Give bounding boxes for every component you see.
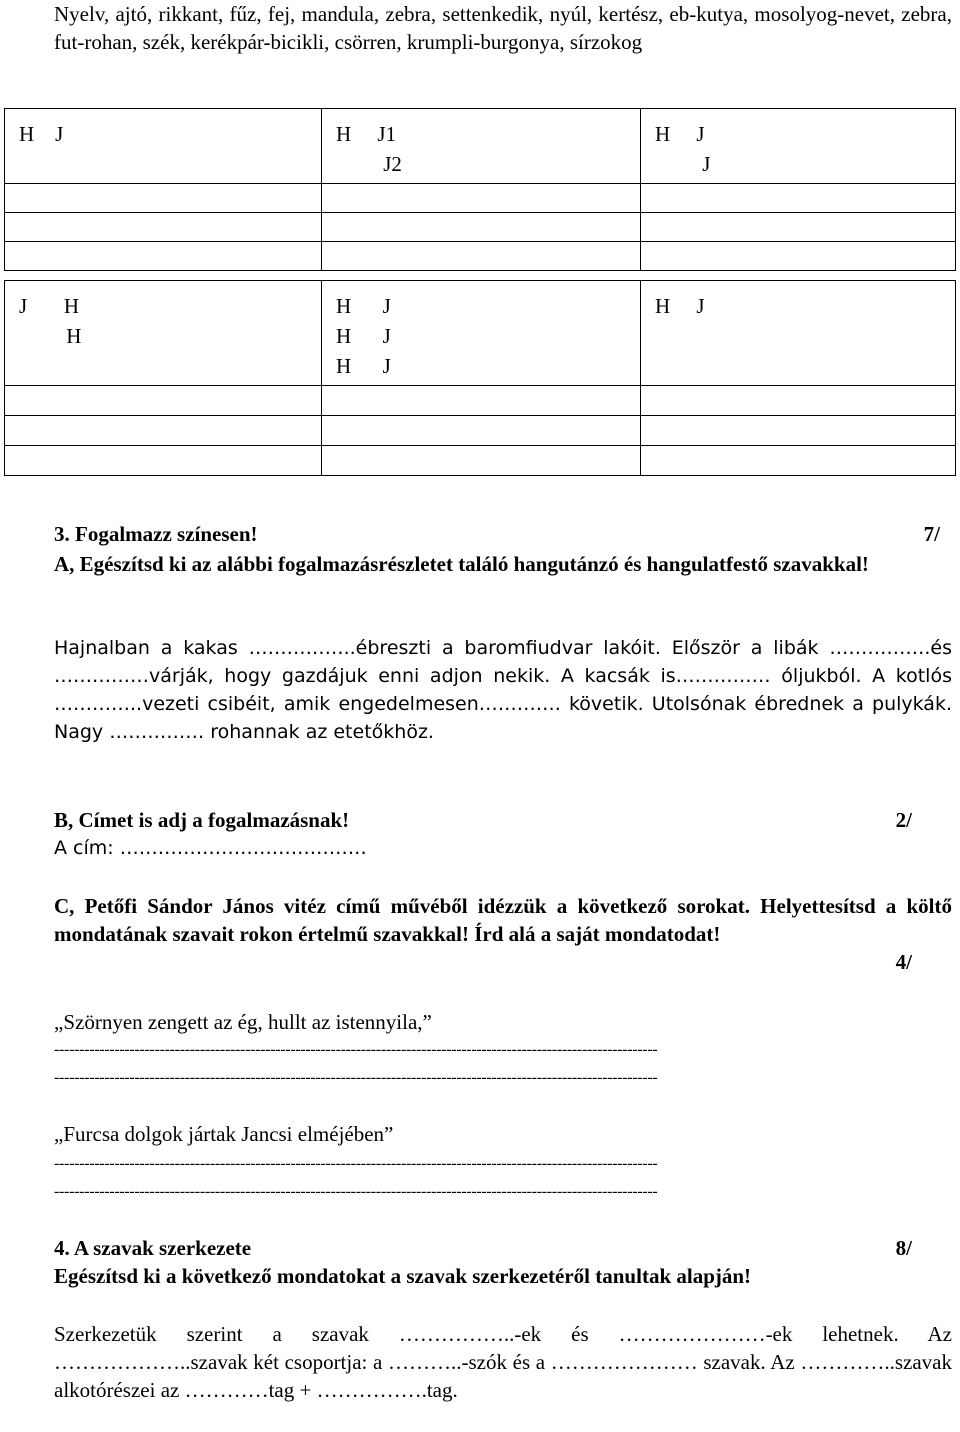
table1-blank-cell[interactable] xyxy=(5,213,322,242)
quote-1: „Szörnyen zengett az ég, hullt az istennyila,” xyxy=(54,1010,432,1034)
section-4-task: Egészítsd ki a következő mondatokat a szavak szerkezetéről tanultak alapján! xyxy=(54,1264,752,1288)
table2-header-cell-1: J H H xyxy=(5,281,322,386)
section-4-heading-row xyxy=(54,1234,952,1262)
table1-blank-cell[interactable] xyxy=(322,213,641,242)
section-3-task-b: B, Címet is adj a fogalmazásnak! xyxy=(54,808,350,832)
fill-in-paragraph[interactable]: Hajnalban a kakas ……………..ébreszti a baromfiudvar lakóit. Először a libák …………….és ……………várják, hogy gazdájuk enni adjon nekik. A kacsák is…………… óljukból. A kotlós …………..vezeti csibéit, amik engedelmesen…………. követik. Utolsónak ébrednek a pulykák. Nagy …………… rohannak az etetőkhöz. xyxy=(54,637,952,743)
table2-header-cell-2: H J H J H J xyxy=(322,281,641,386)
section-3-task-b-row xyxy=(54,806,952,834)
table2-blank-cell[interactable] xyxy=(641,416,956,446)
word-pair-table-1 xyxy=(4,108,956,271)
answer-line[interactable]: ------------------------------------------------------------------------------------------------------------------------ xyxy=(54,1183,658,1200)
section-3-heading-row xyxy=(54,520,952,548)
table2-blank-cell[interactable] xyxy=(322,416,641,446)
word-pair-table-2 xyxy=(4,280,956,476)
answer-line[interactable]: ------------------------------------------------------------------------------------------------------------------------ xyxy=(54,1155,658,1172)
section-3-points-c-row xyxy=(54,948,952,976)
table1-blank-cell[interactable] xyxy=(322,184,641,213)
table1-blank-cell[interactable] xyxy=(5,184,322,213)
section-3-points-b: 2/ xyxy=(895,808,912,832)
table1-blank-cell[interactable] xyxy=(322,242,641,271)
table1-blank-cell[interactable] xyxy=(641,213,956,242)
table2-blank-cell[interactable] xyxy=(322,446,641,476)
title-fill-line[interactable]: A cím: ………………………………… xyxy=(54,837,367,859)
section-3-points: 7/ xyxy=(923,522,940,546)
quote-2: „Furcsa dolgok jártak Jancsi elméjében” xyxy=(54,1122,394,1146)
section-3-points-c: 4/ xyxy=(895,950,912,974)
table1-blank-cell[interactable] xyxy=(641,184,956,213)
answer-line[interactable]: ------------------------------------------------------------------------------------------------------------------------ xyxy=(54,1069,658,1086)
section-4-fill-paragraph[interactable]: Szerkezetük szerint a szavak ……………..-ek és …………………-ek lehetnek. Az ………………..szavak két csoportja: a ………..-szók és a ………………… szavak. Az …………..szavak alkotórészei az …………tag + …………….tag. xyxy=(54,1322,952,1402)
answer-line[interactable]: ------------------------------------------------------------------------------------------------------------------------ xyxy=(54,1041,658,1058)
section-3-task-a: A, Egészítsd ki az alábbi fogalmazásrészletet találó hangutánzó és hangulatfestő szavakkal! xyxy=(54,552,869,576)
table1-blank-cell[interactable] xyxy=(641,242,956,271)
section-4-heading: 4. A szavak szerkezete xyxy=(54,1236,252,1260)
section-3-heading: 3. Fogalmazz színesen! xyxy=(54,522,258,546)
table2-blank-cell[interactable] xyxy=(5,416,322,446)
intro-word-list: Nyelv, ajtó, rikkant, fűz, fej, mandula, zebra, settenkedik, nyúl, kertész, eb-kutya, mosolyog-nevet, zebra, fut-rohan, szék, kerékpár-bicikli, csörren, krumpli-burgonya, sírzokog xyxy=(54,2,952,54)
table2-blank-cell[interactable] xyxy=(641,386,956,416)
table1-header-cell-2: H J1 J2 xyxy=(322,109,641,184)
table2-blank-cell[interactable] xyxy=(322,386,641,416)
table1-header-cell-1: H J xyxy=(5,109,322,184)
table2-blank-cell[interactable] xyxy=(5,446,322,476)
table2-header-cell-3: H J xyxy=(641,281,956,386)
table2-blank-cell[interactable] xyxy=(641,446,956,476)
table2-blank-cell[interactable] xyxy=(5,386,322,416)
section-4-points: 8/ xyxy=(895,1236,912,1260)
section-3-task-c: C, Petőfi Sándor János vitéz című művéből idézzük a következő sorokat. Helyettesítsd a költő mondatának szavait rokon értelmű szavakkal! Írd alá a saját mondatodat! xyxy=(54,894,952,946)
table1-blank-cell[interactable] xyxy=(5,242,322,271)
table1-header-cell-3: H J J xyxy=(641,109,956,184)
